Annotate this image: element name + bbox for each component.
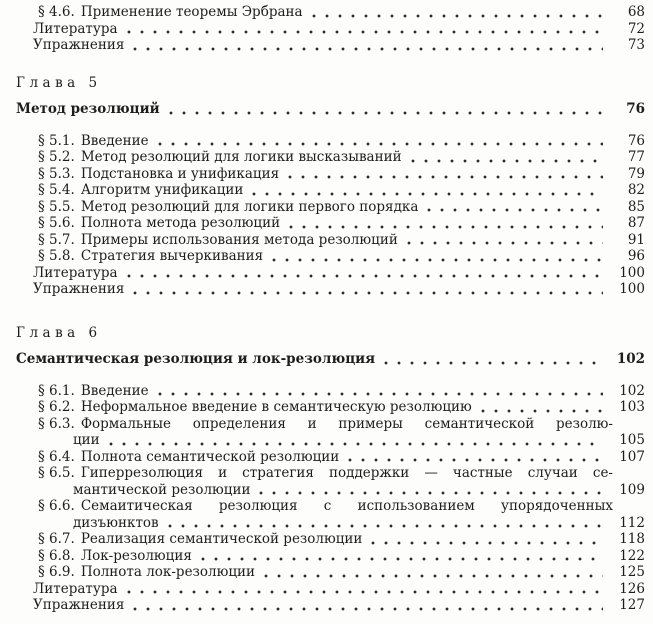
entry-label: § 5.7. bbox=[38, 231, 75, 248]
entry-label: § 6.7. bbox=[38, 531, 75, 547]
entry-text-continuation: дизъюнктов bbox=[73, 514, 159, 531]
toc-entry bbox=[8, 37, 645, 54]
page-number: 79 bbox=[627, 165, 645, 182]
page-number: 73 bbox=[627, 37, 645, 53]
entry-text: Метод резолюций для логики первого порядка bbox=[80, 198, 419, 215]
entry-text: Метод резолюций для логики высказываний bbox=[80, 149, 402, 165]
page-number: 85 bbox=[627, 198, 645, 215]
page-number: 100 bbox=[619, 281, 645, 297]
dot-leader bbox=[133, 291, 603, 295]
toc-entry bbox=[8, 4, 645, 21]
page-number: 107 bbox=[619, 448, 645, 465]
page-number: 109 bbox=[619, 481, 645, 498]
dot-leader bbox=[348, 458, 603, 462]
entry-text: Формальные определения и примеры семантической резолю- bbox=[80, 415, 613, 432]
dot-leader bbox=[427, 208, 603, 212]
entry-text: Подстановка и унификация bbox=[80, 165, 280, 182]
toc-entry-continuation bbox=[8, 432, 645, 449]
dot-leader bbox=[109, 442, 603, 446]
entry-label: § 5.4. bbox=[38, 182, 75, 198]
page-number: 112 bbox=[619, 514, 645, 531]
toc-entry-continuation bbox=[8, 515, 645, 532]
toc-entry bbox=[8, 281, 645, 298]
toc-entry bbox=[8, 21, 645, 38]
toc-entry bbox=[8, 531, 645, 548]
page-number: 102 bbox=[616, 351, 645, 367]
page-number: 126 bbox=[619, 580, 645, 597]
page-number: 125 bbox=[619, 564, 645, 580]
page-number: 82 bbox=[627, 182, 645, 198]
chapter-title: Метод резолюций bbox=[16, 101, 160, 117]
chapter-entries bbox=[8, 383, 645, 614]
dot-leader bbox=[411, 159, 603, 163]
entry-text: Введение bbox=[80, 132, 149, 149]
toc-content bbox=[8, 4, 645, 614]
dot-leader bbox=[288, 175, 603, 179]
toc-entry bbox=[8, 215, 645, 232]
dot-leader bbox=[407, 241, 603, 245]
page-number: 118 bbox=[619, 531, 645, 547]
entry-text: Упражнения bbox=[33, 37, 125, 53]
entry-label: § 5.2. bbox=[38, 149, 75, 165]
dot-leader bbox=[252, 192, 603, 196]
toc-entry bbox=[8, 399, 645, 416]
page-number: 76 bbox=[627, 132, 645, 149]
entry-text: Упражнения bbox=[33, 281, 125, 297]
entry-text-continuation: ции bbox=[73, 432, 100, 448]
dot-leader bbox=[201, 557, 603, 561]
chapter-title-row bbox=[8, 351, 645, 368]
entry-text: Реализация семантической резолюции bbox=[80, 531, 363, 547]
entry-label: § 6.5. bbox=[38, 465, 75, 481]
dot-leader bbox=[264, 574, 603, 578]
page-number: 102 bbox=[619, 382, 645, 399]
entry-label: § 5.6. bbox=[38, 215, 75, 231]
pre-chapter-entries bbox=[8, 4, 645, 54]
entry-label: § 6.9. bbox=[38, 564, 75, 580]
toc-entry bbox=[8, 548, 645, 565]
dot-leader bbox=[127, 30, 603, 34]
entry-text: Полнота лок-резолюции bbox=[80, 564, 256, 580]
dot-leader bbox=[481, 409, 603, 413]
toc-entry bbox=[8, 248, 645, 265]
dot-leader bbox=[127, 274, 603, 278]
dot-leader bbox=[133, 47, 603, 51]
entry-text: Полнота семантической резолюции bbox=[80, 448, 340, 465]
entry-label: § 4.6. bbox=[38, 4, 75, 20]
dot-leader bbox=[133, 607, 603, 611]
entry-label: § 6.2. bbox=[38, 399, 75, 415]
entry-text: Лок-резолюция bbox=[80, 547, 192, 564]
toc-entry bbox=[8, 199, 645, 216]
page-number: 100 bbox=[619, 264, 645, 281]
entry-label: § 6.6. bbox=[38, 498, 75, 514]
entry-text: Литература bbox=[33, 580, 118, 597]
toc-entry bbox=[8, 416, 645, 433]
page-number: 105 bbox=[619, 432, 645, 448]
dot-leader bbox=[371, 541, 603, 545]
page-number: 103 bbox=[619, 399, 645, 415]
chapter-heading: Глава 5 bbox=[16, 74, 102, 91]
toc-entry bbox=[8, 383, 645, 400]
entry-text: Литература bbox=[33, 264, 118, 281]
entry-text: Примеры использования метода резолюций bbox=[80, 231, 398, 248]
page-number: 68 bbox=[627, 4, 645, 20]
page-number: 87 bbox=[627, 215, 645, 231]
toc-entry bbox=[8, 232, 645, 249]
toc-entry bbox=[8, 265, 645, 282]
page-number: 96 bbox=[627, 248, 645, 264]
page-number: 122 bbox=[619, 547, 645, 564]
entry-text: Введение bbox=[80, 382, 149, 399]
page-number: 72 bbox=[627, 20, 645, 37]
entry-text: Семаитическая резолюция с использованием упорядоченных bbox=[80, 498, 613, 514]
page-number: 77 bbox=[627, 149, 645, 165]
toc-entry bbox=[8, 597, 645, 614]
toc-entry bbox=[8, 166, 645, 183]
page-number: 91 bbox=[627, 231, 645, 248]
dot-leader bbox=[127, 590, 603, 594]
toc-entry bbox=[8, 149, 645, 166]
entry-text: Гиперрезолюция и стратегия поддержки — частные случаи се- bbox=[80, 465, 613, 481]
entry-label: § 6.1. bbox=[38, 382, 75, 399]
chapter-entries bbox=[8, 133, 645, 298]
entry-label: § 5.1. bbox=[38, 132, 75, 149]
entry-label: § 6.4. bbox=[38, 448, 75, 465]
dot-leader bbox=[259, 491, 603, 495]
entry-label: § 6.8. bbox=[38, 547, 75, 564]
entry-label: § 6.3. bbox=[38, 415, 75, 432]
entry-text: Упражнения bbox=[33, 597, 125, 613]
page-number: 127 bbox=[619, 597, 645, 613]
entry-text: Алгоритм унификации bbox=[80, 182, 244, 198]
dot-leader bbox=[158, 142, 603, 146]
entry-text-continuation: мантической резолюции bbox=[73, 481, 251, 498]
entry-label: § 5.8. bbox=[38, 248, 75, 264]
toc-entry bbox=[8, 449, 645, 466]
chapter-heading: Глава 6 bbox=[16, 324, 102, 341]
dot-leader bbox=[272, 258, 603, 262]
toc-entry bbox=[8, 182, 645, 199]
dot-leader bbox=[168, 524, 603, 528]
toc-entry bbox=[8, 498, 645, 515]
entry-text: Неформальное введение в семантическую резолюцию bbox=[80, 399, 472, 415]
toc-entry bbox=[8, 564, 645, 581]
entry-text: Литература bbox=[33, 20, 118, 37]
entry-text: Полнота метода резолюций bbox=[80, 215, 281, 231]
chapter-title: Семантическая резолюция и лок-резолюция bbox=[16, 351, 376, 367]
entry-text: Применение теоремы Эрбрана bbox=[80, 4, 303, 20]
dot-leader bbox=[312, 14, 603, 18]
entry-text: Стратегия вычеркивания bbox=[80, 248, 264, 264]
toc-entry bbox=[8, 133, 645, 150]
chapter-title-row bbox=[8, 101, 645, 118]
dot-leader bbox=[384, 361, 603, 365]
toc-entry bbox=[8, 465, 645, 482]
entry-label: § 5.5. bbox=[38, 198, 75, 215]
page-number: 76 bbox=[626, 101, 645, 117]
toc-entry bbox=[8, 581, 645, 598]
entry-label: § 5.3. bbox=[38, 165, 75, 182]
toc-entry-continuation bbox=[8, 482, 645, 499]
dot-leader bbox=[289, 225, 603, 229]
dot-leader bbox=[158, 392, 603, 396]
dot-leader bbox=[169, 111, 603, 115]
